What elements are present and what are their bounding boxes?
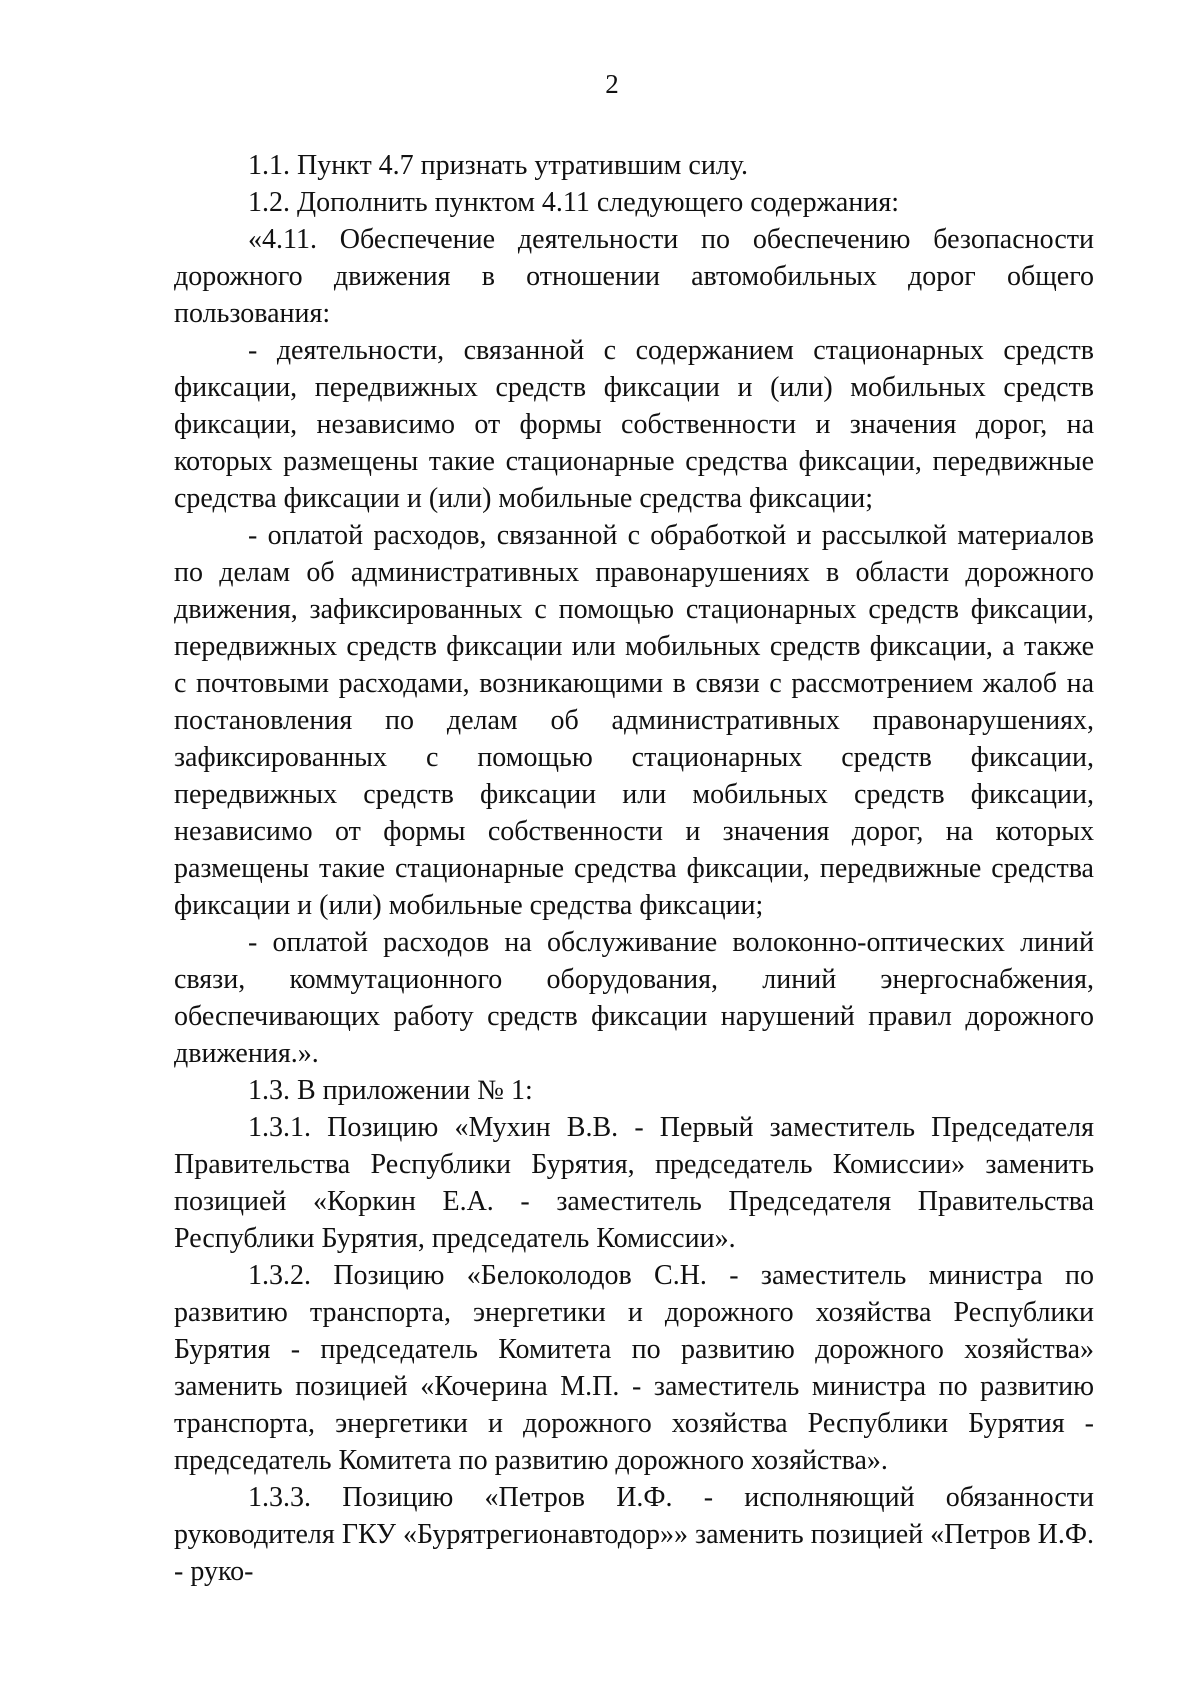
paragraph-list-item-processing-costs: - оплатой расходов, связанной с обработкой и рассылкой материалов по делам об административных правонарушениях в области дорожного движения, зафиксированных с помощью стационарных средств фиксации, передвижных средств фиксации или мобильных средств фиксации, а также с почтовыми расходами, возникающими в связи с рассмотрением жалоб на постановления по делам об административных правонарушениях, зафиксированных с помощью стационарных средств фиксации, передвижных средств фиксации или мобильных средств фиксации, независимо от формы собственности и значения дорог, на которых размещены такие стационарные средства фиксации, передвижные средства фиксации и (или) мобильные средства фиксации; bbox=[174, 520, 1094, 921]
paragraph-1-3-1: 1.3.1. Позицию «Мухин В.В. - Первый заместитель Председателя Правительства Республики Бурятия, председатель Комиссии» заменить позицией «Коркин Е.А. - заместитель Председателя Правительства Республики Бурятия, председатель Комиссии». bbox=[174, 1112, 1094, 1254]
paragraph-4-11: «4.11. Обеспечение деятельности по обеспечению безопасности дорожного движения в отношении автомобильных дорог общего пользования: bbox=[174, 224, 1094, 329]
paragraph-list-item-fiber-lines: - оплатой расходов на обслуживание волоконно-оптических линий связи, коммутационного оборудования, линий энергоснабжения, обеспечивающих работу средств фиксации нарушений правил дорожного движения.». bbox=[174, 927, 1094, 1069]
paragraph-1-3-3: 1.3.3. Позицию «Петров И.Ф. - исполняющий обязанности руководителя ГКУ «Бурятрегионавтодор»» заменить позицией «Петров И.Ф. - руко- bbox=[174, 1482, 1094, 1587]
paragraph-1-3: 1.3. В приложении № 1: bbox=[248, 1075, 533, 1106]
document-body bbox=[174, 147, 1094, 1590]
paragraph-1-3-2: 1.3.2. Позицию «Белоколодов С.Н. - заместитель министра по развитию транспорта, энергетики и дорожного хозяйства Республики Бурятия - председатель Комитета по развитию дорожного хозяйства» заменить позицией «Кочерина М.П. - заместитель министра по развитию транспорта, энергетики и дорожного хозяйства Республики Бурятия - председатель Комитета по развитию дорожного хозяйства». bbox=[174, 1260, 1094, 1476]
page-number: 2 bbox=[605, 69, 619, 99]
paragraph-list-item-fixation-maintenance: - деятельности, связанной с содержанием стационарных средств фиксации, передвижных средств фиксации и (или) мобильных средств фиксации, независимо от формы собственности и значения дорог, на которых размещены такие стационарные средства фиксации, передвижные средства фиксации и (или) мобильные средства фиксации; bbox=[174, 335, 1094, 514]
paragraph-1-1: 1.1. Пункт 4.7 признать утратившим силу. bbox=[248, 150, 748, 181]
paragraph-1-2: 1.2. Дополнить пунктом 4.11 следующего содержания: bbox=[248, 187, 899, 218]
